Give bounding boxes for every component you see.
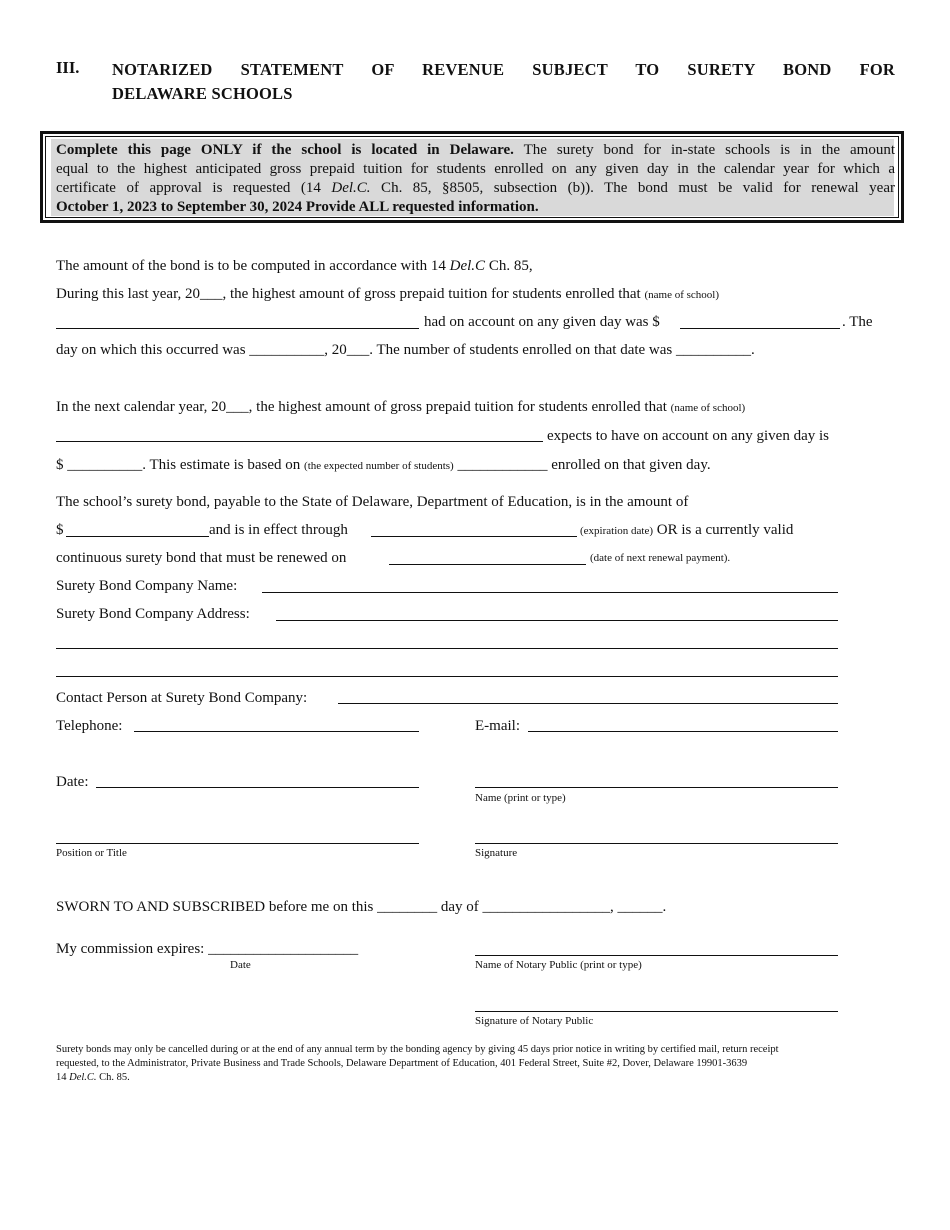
estimate-text: $ __________. This estimate is based on (the expected number of students) ____________ enrolled on that given day. — [56, 457, 711, 473]
expiration-caption: (expiration date) OR is a currently valid — [580, 522, 794, 538]
telephone-field[interactable] — [134, 731, 419, 732]
section-number: III. — [56, 58, 80, 77]
notice-line-1: Complete this page ONLY if the school is located in Delaware. The surety bond for in-state schools is in the amount — [56, 142, 895, 158]
last-year-school-name-field[interactable] — [56, 328, 419, 329]
notary-signature-field[interactable] — [475, 1011, 838, 1012]
next-year-school-name-field[interactable] — [56, 441, 543, 442]
notary-signature-caption: Signature of Notary Public — [475, 1015, 594, 1027]
position-field[interactable] — [56, 843, 419, 844]
effect-through-text: and is in effect through — [209, 522, 348, 538]
company-address-field-3[interactable] — [56, 676, 838, 677]
sworn-statement: SWORN TO AND SUBSCRIBED before me on this ________ day of _________________, ______. — [56, 899, 667, 915]
footnote-line-1: Surety bonds may only be cancelled during or at the end of any annual term by the bonding agency by giving 45 days prior notice in writing by certified mail, return receipt — [56, 1044, 779, 1055]
last-year-amount-text: had on account on any given day was $ — [424, 314, 660, 330]
signature-caption: Signature — [475, 847, 518, 859]
name-field[interactable] — [475, 787, 838, 788]
position-caption: Position or Title — [56, 847, 127, 859]
notice-line-4: October 1, 2023 to September 30, 2024 Provide ALL requested information. — [56, 199, 539, 215]
renewal-caption: (date of next renewal payment). — [590, 552, 731, 564]
last-year-text: During this last year, 20___, the highest amount of gross prepaid tuition for students enrolled that (name of school) — [56, 286, 719, 302]
bond-computation-text: The amount of the bond is to be computed in accordance with 14 Del.C Ch. 85, — [56, 258, 533, 274]
contact-person-label: Contact Person at Surety Bond Company: — [56, 690, 308, 706]
bond-amount-field[interactable] — [66, 536, 209, 537]
company-name-field[interactable] — [262, 592, 838, 593]
notary-name-field[interactable] — [475, 955, 838, 956]
page-title-line2: DELAWARE SCHOOLS — [112, 84, 293, 103]
surety-bond-text: The school’s surety bond, payable to the State of Delaware, Department of Education, is in the amount of — [56, 494, 689, 510]
notice-line-2: equal to the highest anticipated gross prepaid tuition for students enrolled on any given day in the calendar year for which a — [56, 161, 895, 177]
email-field[interactable] — [528, 731, 838, 732]
notary-name-caption: Name of Notary Public (print or type) — [475, 959, 642, 971]
footnote-line-3: 14 Del.C. Ch. 85. — [56, 1072, 130, 1083]
renewal-text: continuous surety bond that must be renewed on — [56, 550, 347, 566]
date-field[interactable] — [96, 787, 419, 788]
company-address-field-2[interactable] — [56, 648, 838, 649]
name-caption: Name (print or type) — [475, 792, 566, 804]
contact-person-field[interactable] — [338, 703, 838, 704]
last-year-amount-field[interactable] — [680, 328, 840, 329]
company-name-label: Surety Bond Company Name: — [56, 578, 238, 594]
next-year-text: In the next calendar year, 20___, the highest amount of gross prepaid tuition for students enrolled that (name of school) — [56, 399, 746, 415]
notice-line-3: certificate of approval is requested (14 Del.C. Ch. 85, §8505, subsection (b)). The bond must be valid for renewal year — [56, 180, 895, 196]
footnote-line-2: requested, to the Administrator, Private Business and Trade Schools, Delaware Department of Education, 401 Federal Street, Suite #2, Dover, Delaware 19901-3639 — [56, 1058, 748, 1069]
expiration-date-field[interactable] — [371, 536, 577, 537]
renewal-date-field[interactable] — [389, 564, 586, 565]
bond-amount-label: $ — [56, 522, 64, 538]
commission-expires: My commission expires: ____________________ — [56, 941, 359, 957]
commission-date-caption: Date — [230, 959, 251, 971]
telephone-label: Telephone: — [56, 718, 123, 734]
page-title: NOTARIZED STATEMENT OF REVENUE SUBJECT TO SURETY BOND FOR — [112, 60, 895, 79]
date-label: Date: — [56, 774, 89, 790]
company-address-label: Surety Bond Company Address: — [56, 606, 250, 622]
last-year-the-text: . The — [842, 314, 873, 330]
signature-field[interactable] — [475, 843, 838, 844]
company-address-field[interactable] — [276, 620, 838, 621]
last-year-date-text: day on which this occurred was __________, 20___. The number of students enrolled on that date was __________. — [56, 342, 755, 358]
next-year-expects-text: expects to have on account on any given day is — [547, 428, 829, 444]
email-label: E-mail: — [475, 718, 520, 734]
